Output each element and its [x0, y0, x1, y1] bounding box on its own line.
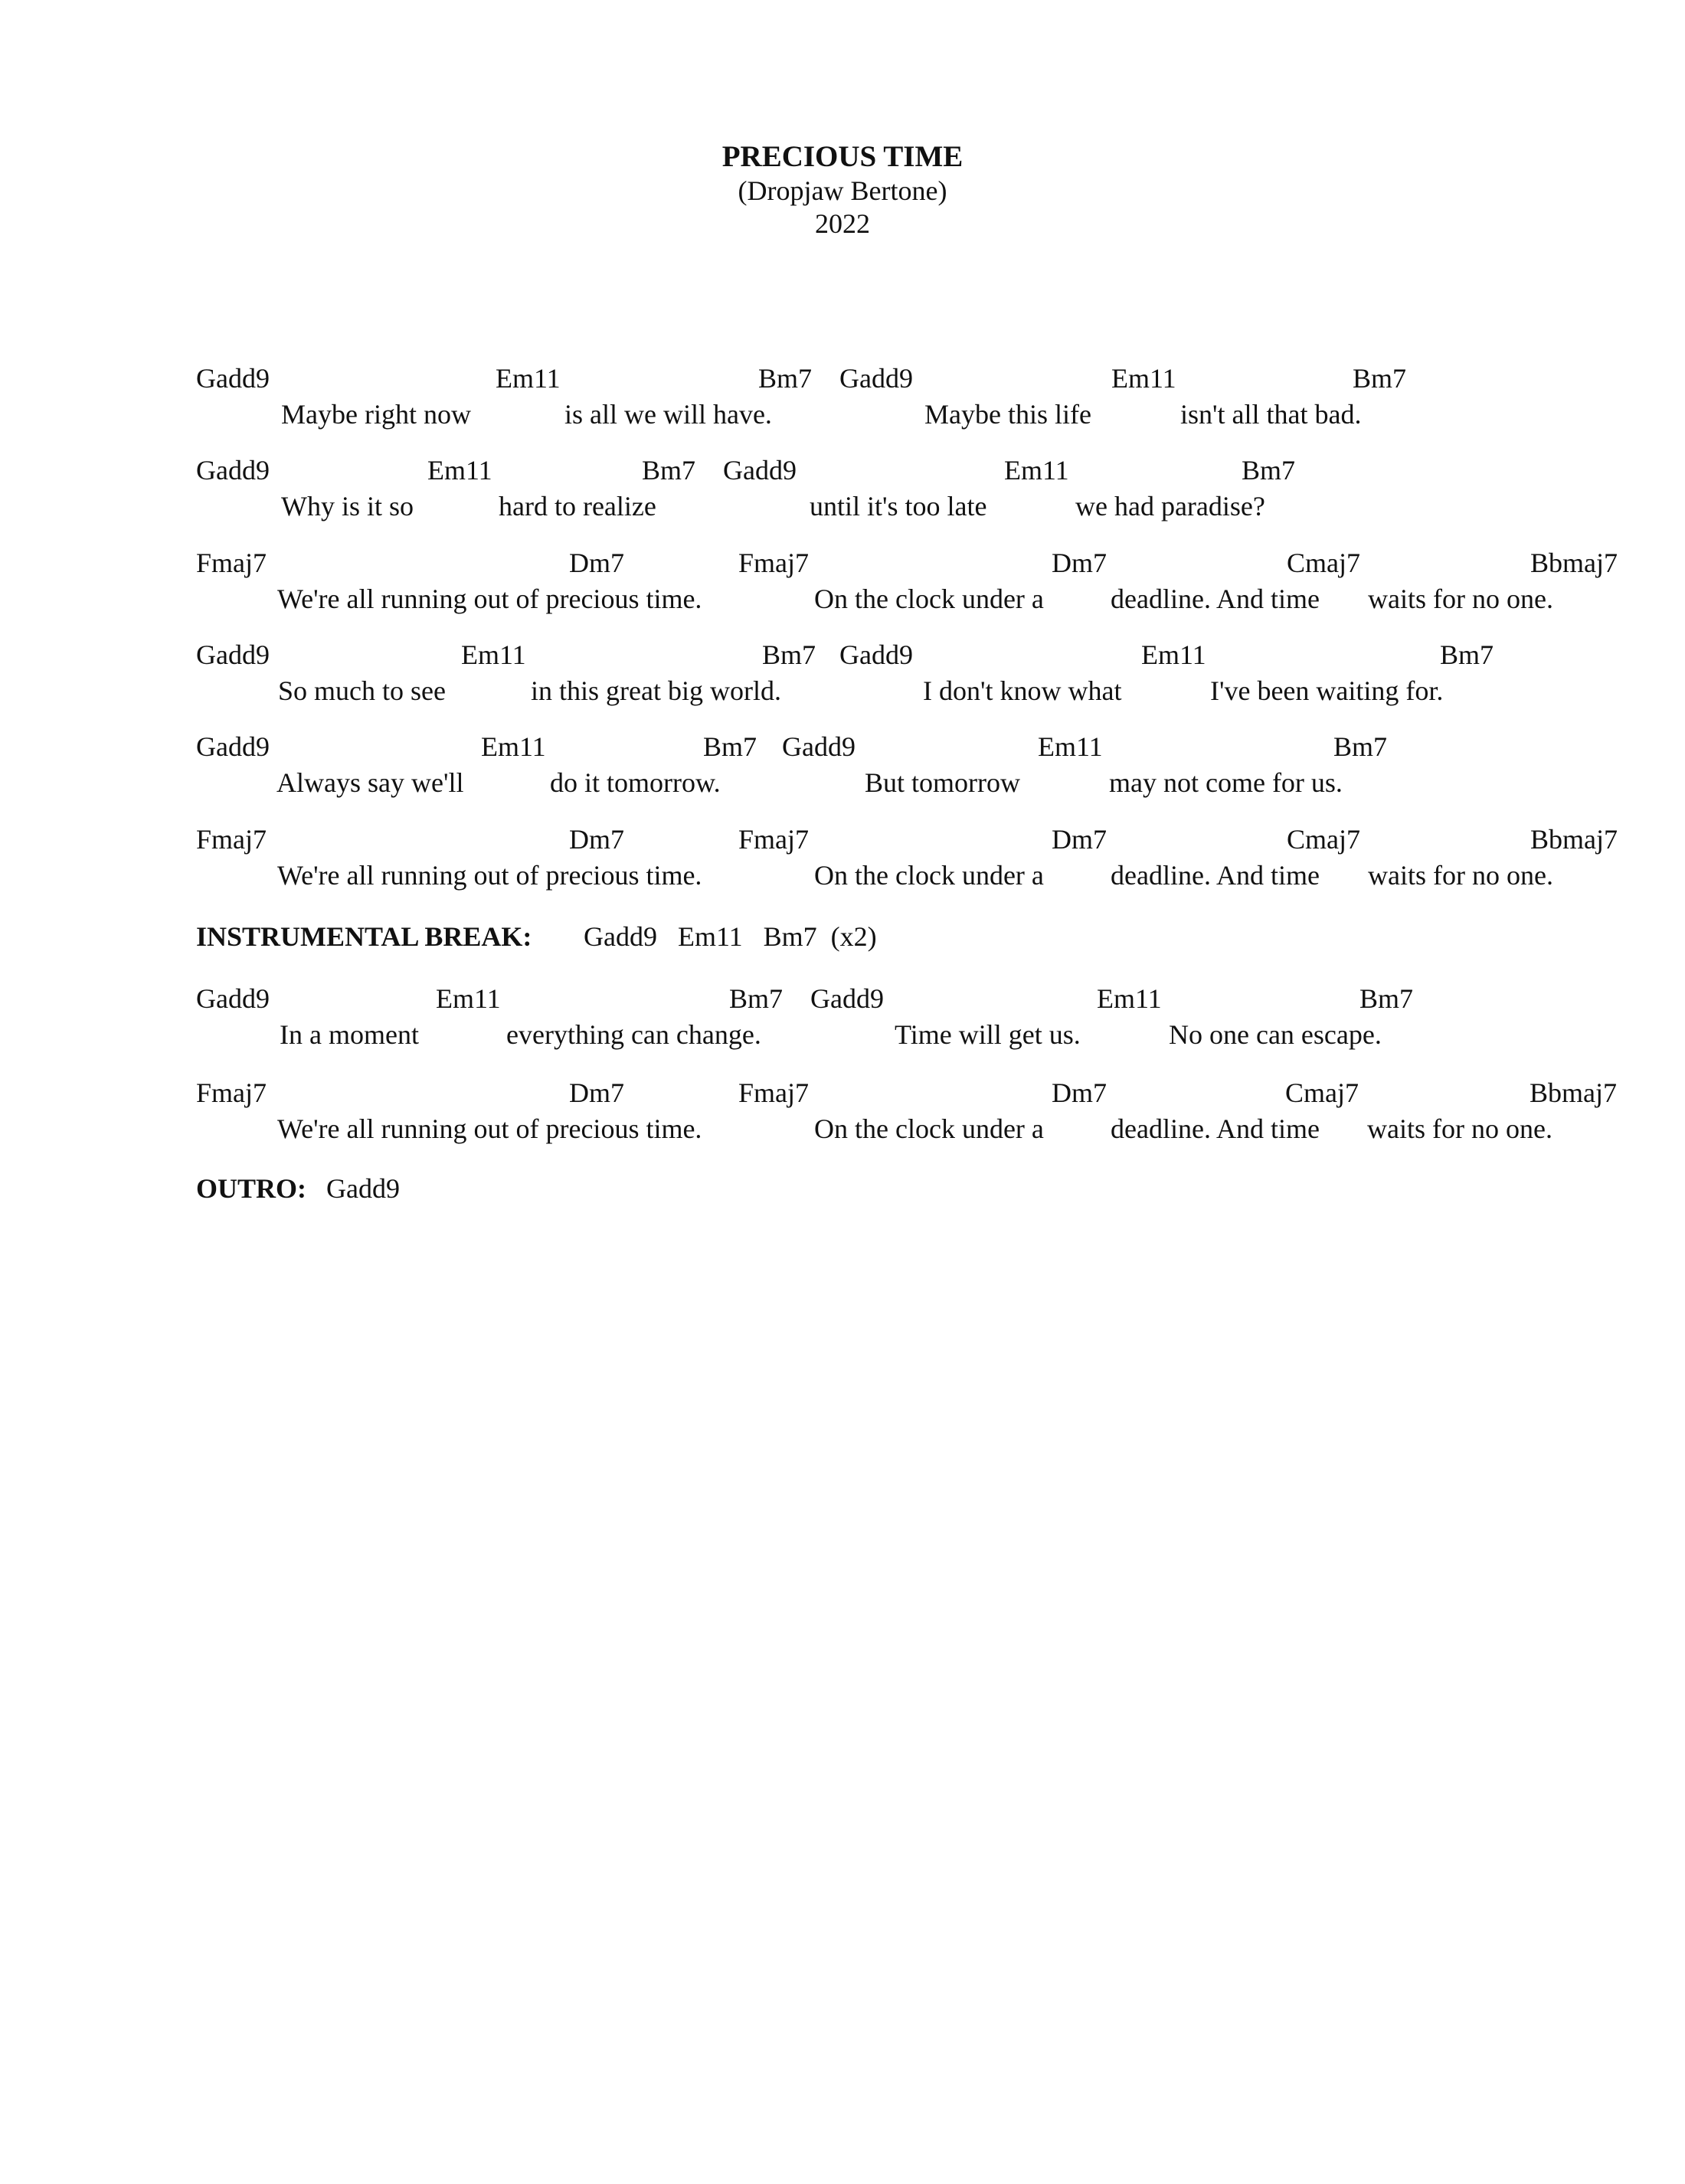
outro-label: OUTRO:: [196, 1173, 306, 1204]
song-year: 2022: [815, 208, 870, 239]
chord: Gadd9: [196, 455, 270, 486]
lyric: On the clock under a: [814, 584, 1044, 614]
lyric: Maybe right now: [281, 399, 471, 430]
chord: Bm7: [1242, 455, 1296, 486]
chord: Em11: [481, 731, 546, 762]
instrumental-label: INSTRUMENTAL BREAK:: [196, 921, 532, 952]
lyric: On the clock under a: [814, 1113, 1044, 1144]
chord: Em11: [461, 639, 526, 670]
lyric: Why is it so: [281, 491, 414, 521]
chord: Bm7: [703, 731, 757, 762]
chord: Fmaj7: [738, 548, 810, 578]
lyric: until it's too late: [810, 491, 987, 521]
chord: Bm7: [729, 983, 784, 1014]
song-artist: (Dropjaw Bertone): [738, 175, 947, 206]
chord: Gadd9: [196, 639, 270, 670]
chord: Fmaj7: [738, 824, 810, 855]
lyric: isn't all that bad.: [1180, 399, 1362, 430]
lyric: In a moment: [280, 1019, 419, 1050]
chord: Em11: [1038, 731, 1103, 762]
chord: Bbmaj7: [1530, 824, 1618, 855]
chord: Fmaj7: [196, 824, 267, 855]
lyric: deadline. And time: [1111, 1113, 1320, 1144]
chord: Em11: [496, 363, 561, 394]
chord: Dm7: [569, 824, 624, 855]
lyric: We're all running out of precious time.: [277, 584, 702, 614]
lyric: We're all running out of precious time.: [277, 860, 702, 891]
lyric: we had paradise?: [1075, 491, 1265, 521]
chord: Bbmaj7: [1530, 548, 1618, 578]
chord: Gadd9: [196, 983, 270, 1014]
chord: Bm7: [1353, 363, 1407, 394]
chord: Em11: [1141, 639, 1206, 670]
chord: Cmaj7: [1285, 1077, 1359, 1108]
lyric: waits for no one.: [1368, 584, 1553, 614]
chord: Gadd9: [810, 983, 884, 1014]
chord: Em11: [1004, 455, 1069, 486]
chord: Bm7: [1440, 639, 1494, 670]
chord: Bm7: [642, 455, 696, 486]
chord: Gadd9: [839, 639, 913, 670]
lyric: I don't know what: [923, 675, 1122, 706]
lyric: in this great big world.: [531, 675, 781, 706]
lyric: do it tomorrow.: [550, 767, 721, 798]
chord: Gadd9: [782, 731, 856, 762]
chord: Cmaj7: [1287, 548, 1360, 578]
chord: Dm7: [1052, 548, 1107, 578]
lyric: everything can change.: [506, 1019, 761, 1050]
lyric: Time will get us.: [895, 1019, 1081, 1050]
lyric: is all we will have.: [564, 399, 772, 430]
chord: Dm7: [569, 1077, 624, 1108]
lyric: Maybe this life: [924, 399, 1091, 430]
chord: Dm7: [1052, 824, 1107, 855]
lyric: hard to realize: [499, 491, 656, 521]
lyric: No one can escape.: [1169, 1019, 1382, 1050]
lyric: On the clock under a: [814, 860, 1044, 891]
chord: Em11: [436, 983, 501, 1014]
lyric: deadline. And time: [1111, 860, 1320, 891]
lyric: waits for no one.: [1367, 1113, 1552, 1144]
chord: Bm7: [1359, 983, 1414, 1014]
chord: Bbmaj7: [1530, 1077, 1617, 1108]
chord: Cmaj7: [1287, 824, 1360, 855]
chord: Bm7: [762, 639, 816, 670]
chord: Gadd9: [839, 363, 913, 394]
chord: Gadd9: [723, 455, 797, 486]
chord: Em11: [1097, 983, 1162, 1014]
lyric: deadline. And time: [1111, 584, 1320, 614]
chord: Fmaj7: [738, 1077, 810, 1108]
chord: Dm7: [569, 548, 624, 578]
lyric: waits for no one.: [1368, 860, 1553, 891]
chord: Bm7: [758, 363, 813, 394]
lyric: We're all running out of precious time.: [277, 1113, 702, 1144]
chord: Em11: [427, 455, 492, 486]
song-title: PRECIOUS TIME: [721, 140, 964, 173]
instrumental-chords: Gadd9 Em11 Bm7 (x2): [584, 921, 877, 952]
lyric: may not come for us.: [1109, 767, 1343, 798]
chord: Fmaj7: [196, 548, 267, 578]
lyric: But tomorrow: [865, 767, 1020, 798]
lyric: I've been waiting for.: [1210, 675, 1444, 706]
chord: Bm7: [1333, 731, 1388, 762]
chord: Fmaj7: [196, 1077, 267, 1108]
chord: Dm7: [1052, 1077, 1107, 1108]
lyric: Always say we'll: [276, 767, 464, 798]
lyric: So much to see: [278, 675, 446, 706]
chord: Em11: [1111, 363, 1176, 394]
chord: Gadd9: [196, 731, 270, 762]
outro-chord: Gadd9: [326, 1173, 400, 1204]
chord: Gadd9: [196, 363, 270, 394]
